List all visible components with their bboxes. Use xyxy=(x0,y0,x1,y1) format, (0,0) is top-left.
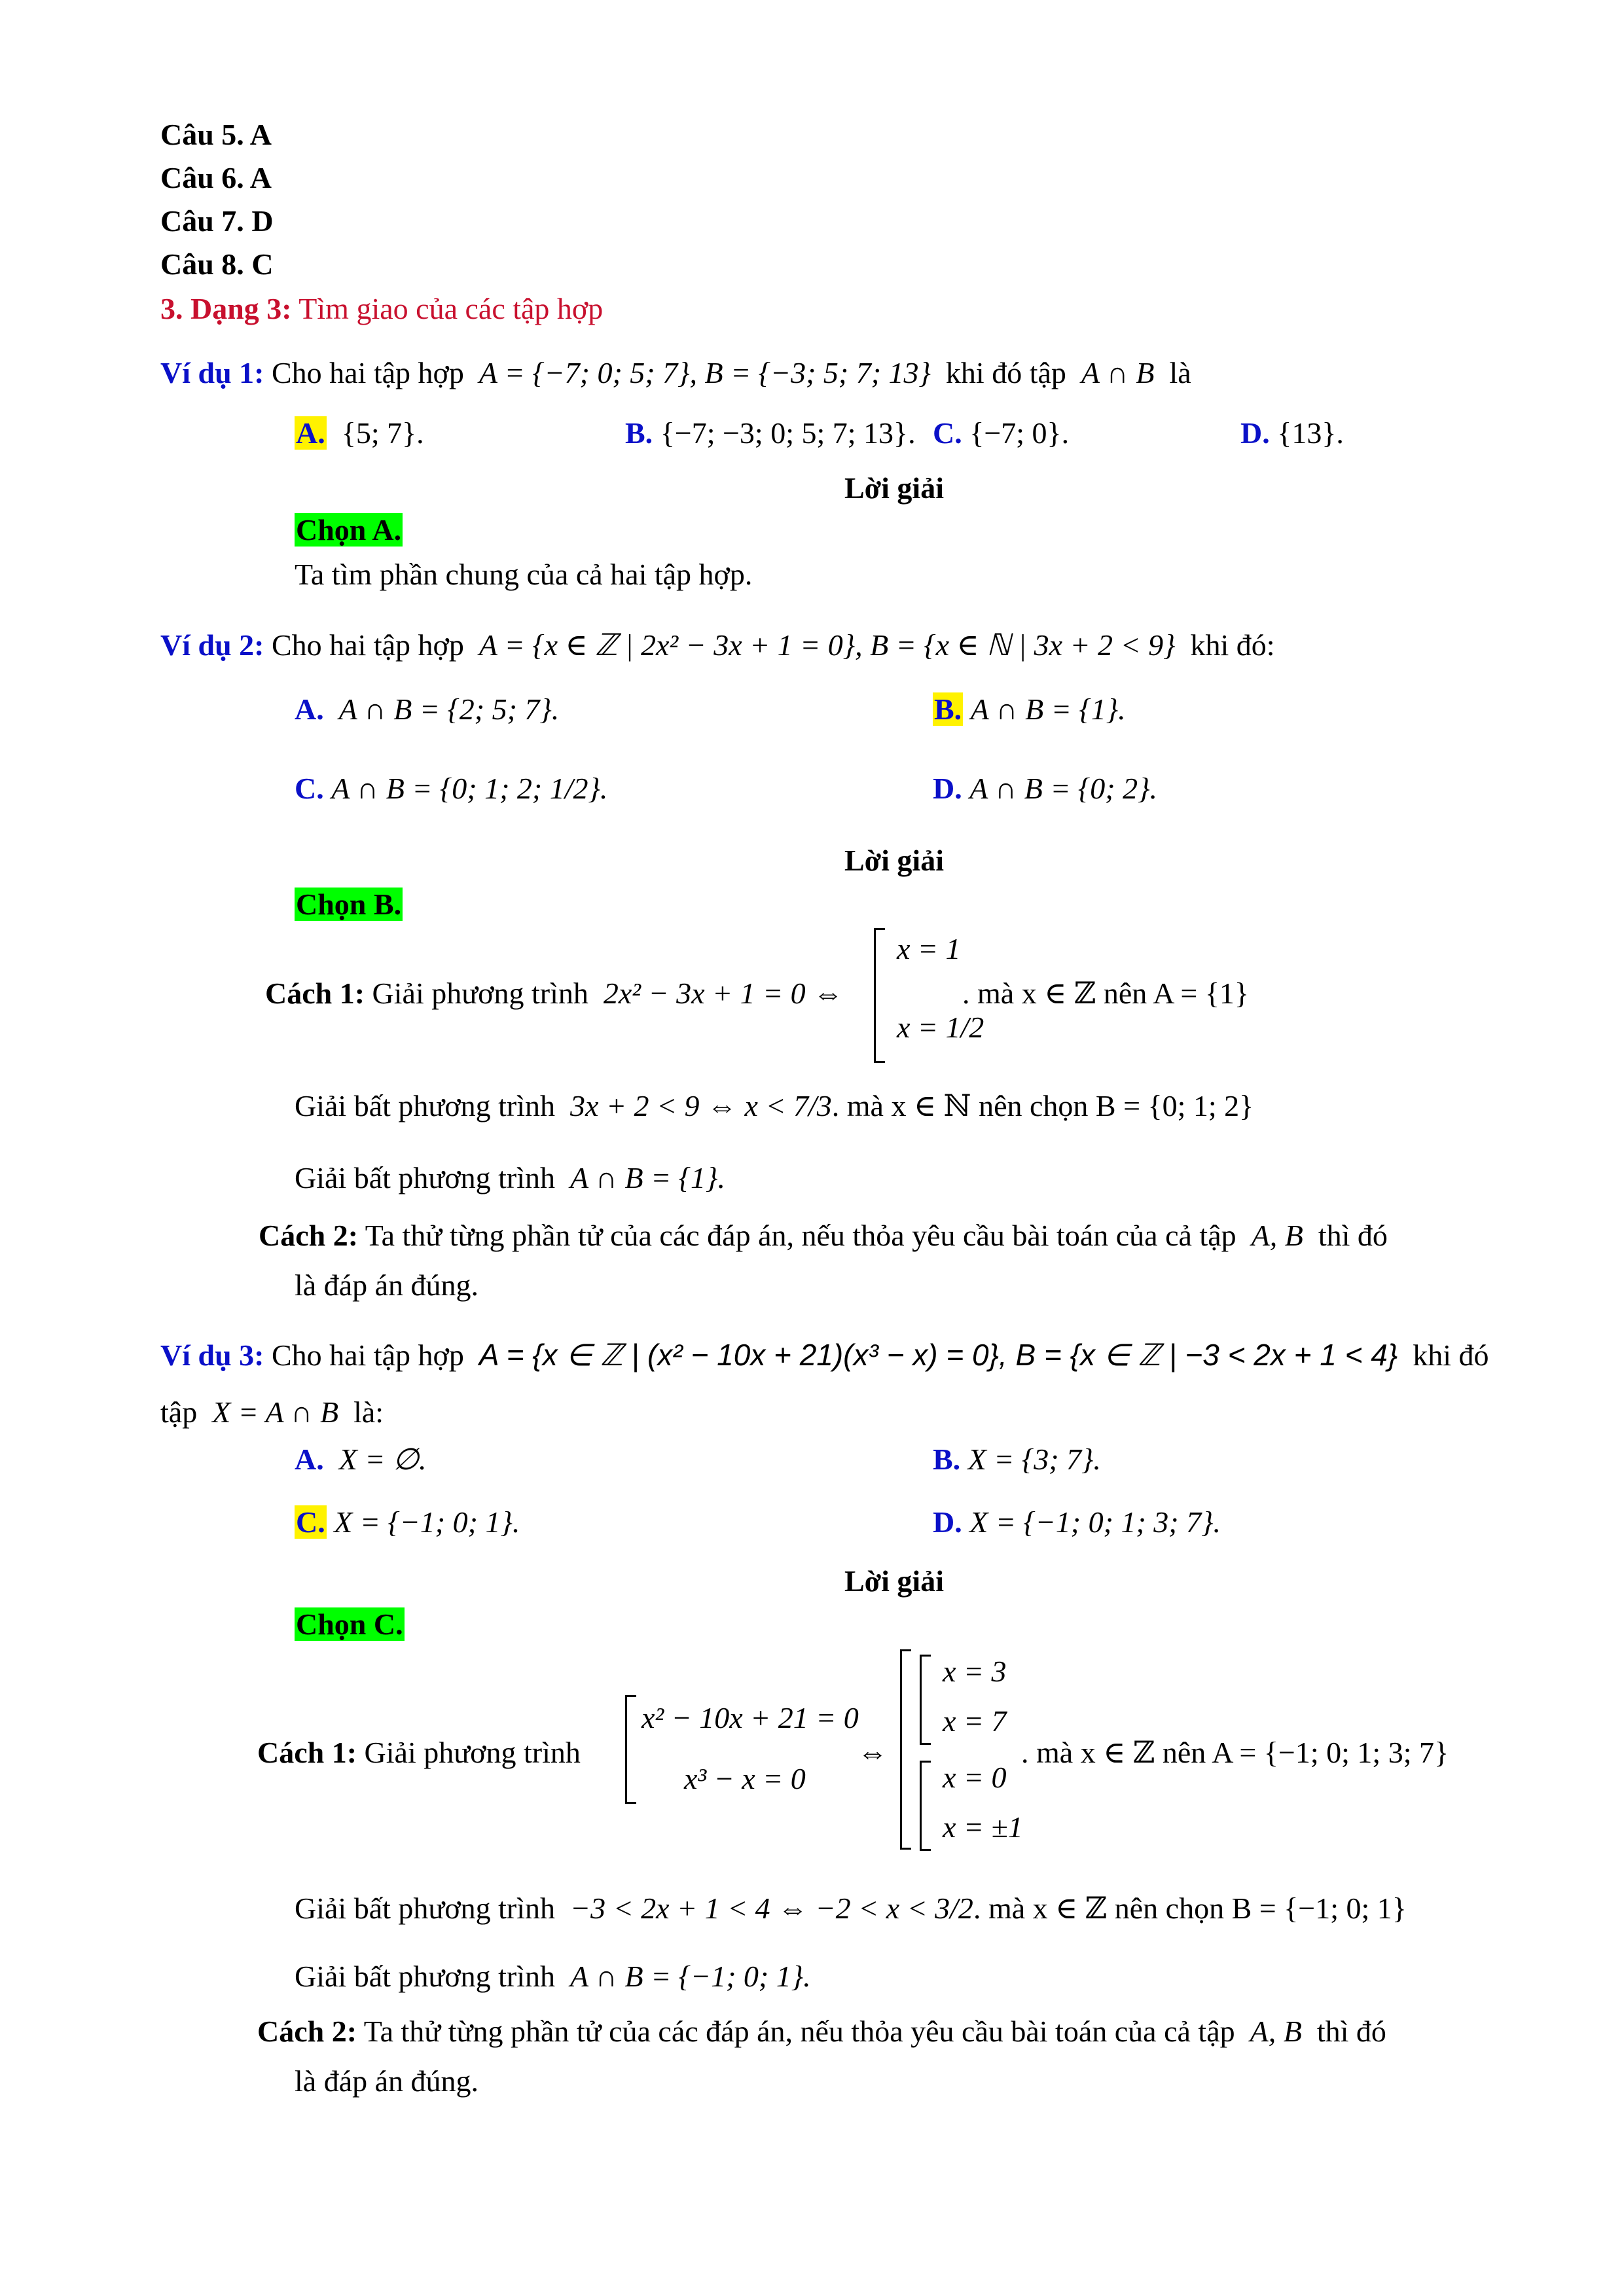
ex1-stem: Ví dụ 1: Cho hai tập hợp A = {−7; 0; 5; 7}, B = {−3; 5; 7; 13} khi đó tập A ∩ B là xyxy=(160,356,1191,389)
ex2-solution-heading: Lời giải xyxy=(844,844,944,877)
ex2-choice: Chọn B. xyxy=(296,888,402,921)
ex3-stem-line2: tập X = A ∩ B là: xyxy=(160,1395,384,1429)
ex3-cach2-cont: là đáp án đúng. xyxy=(295,2064,479,2098)
ex2-bracket xyxy=(874,928,885,1063)
ex3-result: Giải bất phương trình A ∩ B = {−1; 0; 1}. xyxy=(295,1960,811,1993)
ex3-bracket-1 xyxy=(625,1695,636,1804)
ex3-cach2: Cách 2: Ta thử từng phần tử của các đáp án, nếu thỏa yêu cầu bài toán của cả tập A, B thì đó xyxy=(257,2015,1386,2048)
ex2-cach1: Cách 1: Giải phương trình 2x² − 3x + 1 = 0 ⇔ xyxy=(265,977,844,1010)
ex3-stem: Ví dụ 3: Cho hai tập hợp A = {x ∈ ℤ | (x² − 10x + 21)(x³ − x) = 0}, B = {x ∈ ℤ | −3 < 2x + 1 < 4} khi đó xyxy=(160,1338,1489,1372)
ex2-option-a: A. A ∩ B = {2; 5; 7}. xyxy=(295,692,560,726)
ex1-option-b: B. {−7; −3; 0; 5; 7; 13}. xyxy=(625,416,916,450)
ex1-choice: Chọn A. xyxy=(296,513,402,547)
ex2-cach2-cont: là đáp án đúng. xyxy=(295,1268,479,1302)
ex2-option-b: B. A ∩ B = {1}. xyxy=(934,692,1126,726)
ex2-option-d: D. A ∩ B = {0; 2}. xyxy=(933,772,1157,805)
ex1-option-a: A. {5; 7}. xyxy=(296,416,424,450)
ex3-sys1-1: x² − 10x + 21 = 0 xyxy=(641,1701,859,1734)
ex1-explain: Ta tìm phần chung của cả hai tập hợp. xyxy=(295,558,753,591)
ex1-option-d: D. {13}. xyxy=(1240,416,1344,450)
ex3-solution-heading: Lời giải xyxy=(844,1564,944,1598)
ex3-sys2a-1: x = 3 xyxy=(943,1655,1007,1688)
answer-8: Câu 8. C xyxy=(160,247,274,281)
answer-6: Câu 6. A xyxy=(160,161,272,194)
ex1-option-c: C. {−7; 0}. xyxy=(933,416,1070,450)
ex3-option-b: B. X = {3; 7}. xyxy=(933,1443,1101,1476)
ex2-sys-2: x = 1/2 xyxy=(897,1011,984,1044)
ex3-cach1: Cách 1: Giải phương trình xyxy=(257,1736,581,1769)
ex3-equiv: ⇔ xyxy=(857,1736,888,1769)
ex2-ineq: Giải bất phương trình 3x + 2 < 9 ⇔ x < 7/3. mà x ∈ ℕ nên chọn B = {0; 1; 2} xyxy=(295,1089,1254,1122)
ex3-option-d: D. X = {−1; 0; 1; 3; 7}. xyxy=(933,1505,1221,1539)
ex1-solution-heading: Lời giải xyxy=(844,471,944,505)
ex3-bracket-2b xyxy=(920,1761,931,1851)
ex2-cach1-after: . mà x ∈ ℤ nên A = {1} xyxy=(962,977,1249,1010)
answer-5: Câu 5. A xyxy=(160,118,272,151)
ex3-sys2b-1: x = 0 xyxy=(943,1761,1007,1794)
ex3-cach1-after: . mà x ∈ ℤ nên A = {−1; 0; 1; 3; 7} xyxy=(1021,1736,1449,1769)
ex3-bracket-2a xyxy=(920,1655,931,1745)
ex2-result: Giải bất phương trình A ∩ B = {1}. xyxy=(295,1161,725,1194)
ex3-choice: Chọn C. xyxy=(296,1607,403,1641)
ex3-option-a: A. X = ∅. xyxy=(295,1443,427,1476)
ex3-sys1-2: x³ − x = 0 xyxy=(684,1762,806,1795)
ex3-ineq: Giải bất phương trình −3 < 2x + 1 < 4 ⇔ −2 < x < 3/2. mà x ∈ ℤ nên chọn B = {−1; 0; 1} xyxy=(295,1892,1407,1925)
ex2-stem: Ví dụ 2: Cho hai tập hợp A = {x ∈ ℤ | 2x² − 3x + 1 = 0}, B = {x ∈ ℕ | 3x + 2 < 9} khi đó: xyxy=(160,628,1275,662)
section-heading: 3. Dạng 3: Tìm giao của các tập hợp xyxy=(160,292,604,325)
ex3-sys2b-2: x = ±1 xyxy=(943,1810,1023,1844)
answer-7: Câu 7. D xyxy=(160,204,274,238)
ex3-bracket-outer xyxy=(900,1649,911,1850)
ex2-cach2: Cách 2: Ta thử từng phần tử của các đáp án, nếu thỏa yêu cầu bài toán của cả tập A, B thì đó xyxy=(259,1219,1388,1252)
ex3-option-c: C. X = {−1; 0; 1}. xyxy=(296,1505,520,1539)
ex2-sys-1: x = 1 xyxy=(897,932,961,965)
ex3-sys2a-2: x = 7 xyxy=(943,1704,1007,1738)
ex2-option-c: C. A ∩ B = {0; 1; 2; 1/2}. xyxy=(295,772,608,805)
